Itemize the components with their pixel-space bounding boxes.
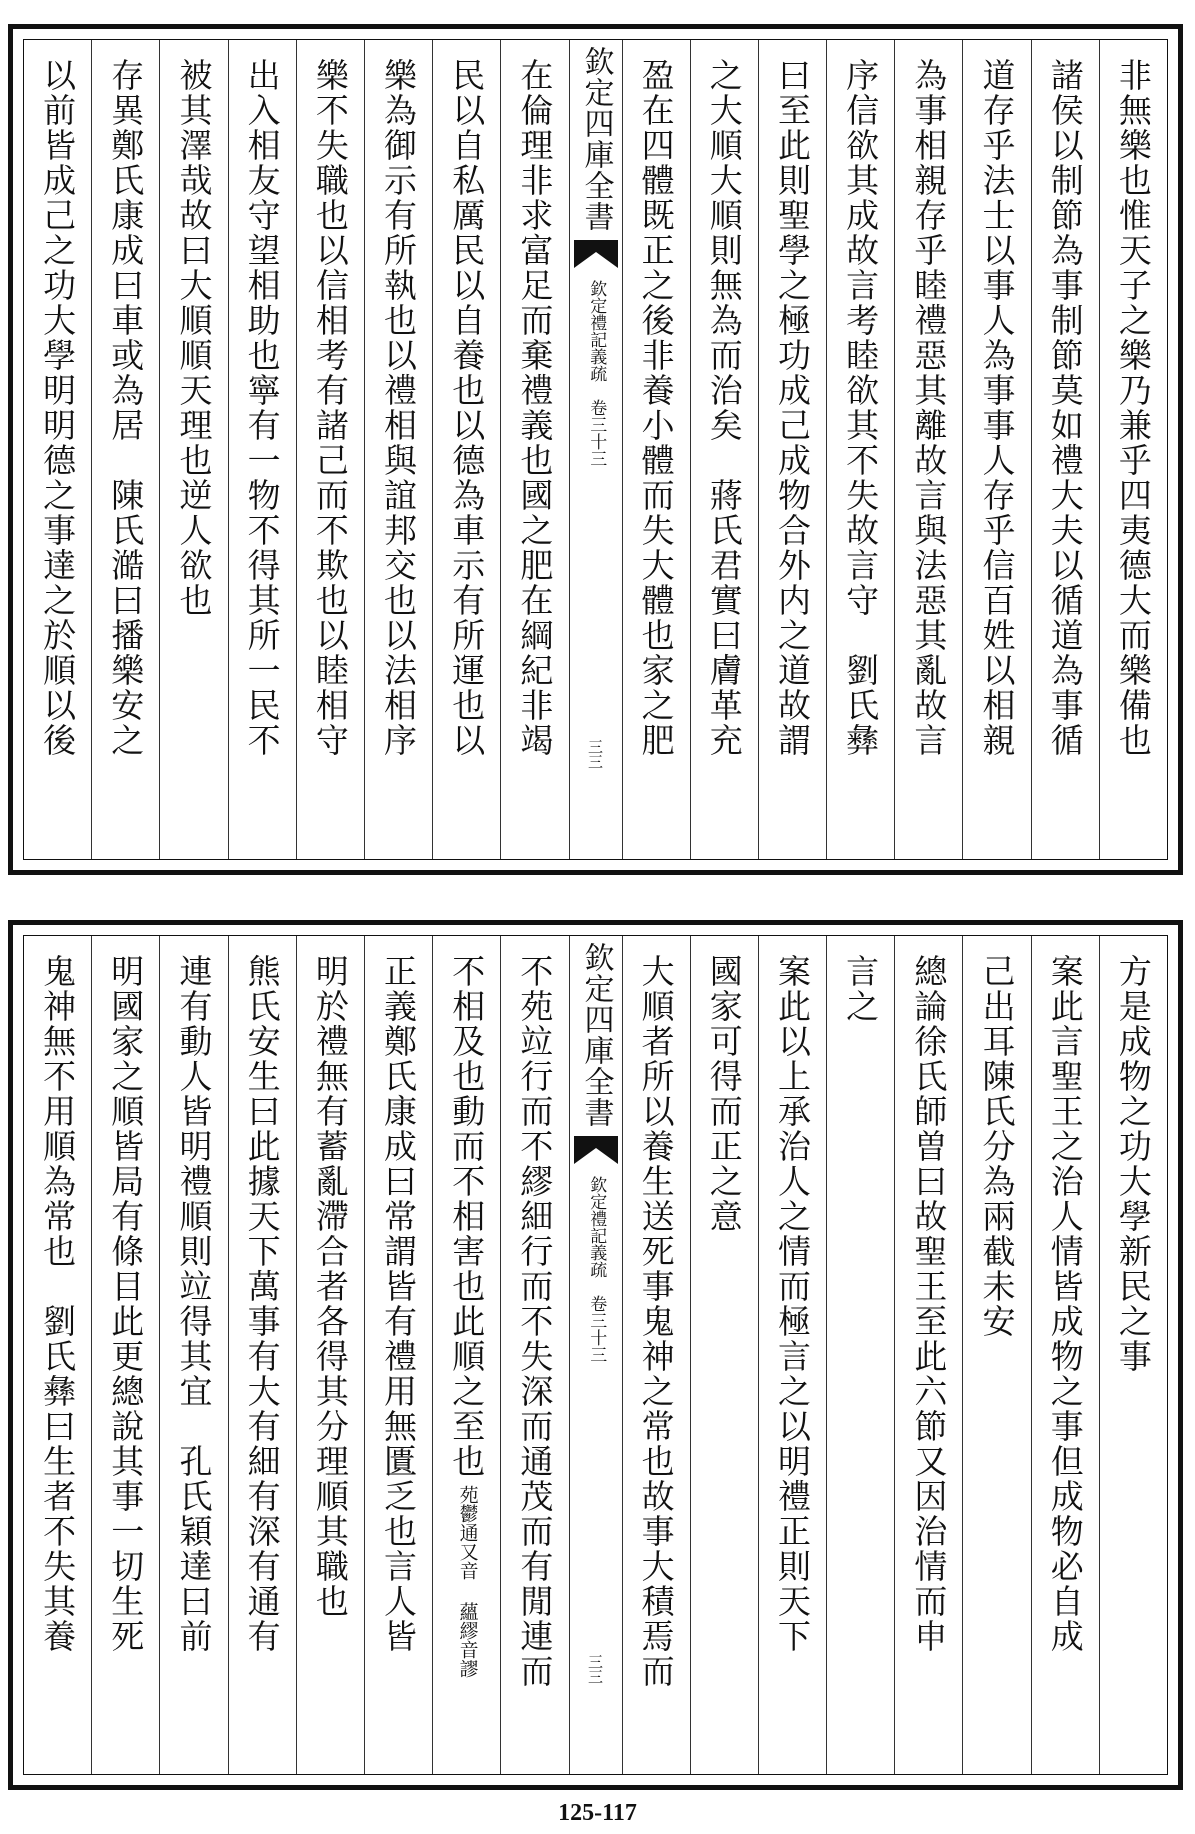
text-column xyxy=(690,40,758,859)
volume-label: 欽定禮記義疏 卷三十三 xyxy=(586,1176,607,1363)
fishtail-mark-icon xyxy=(574,240,618,268)
column-text: 明國家之順皆局有條目此更總說其事一切生死 xyxy=(106,954,146,1654)
fishtail-mark-icon xyxy=(574,1136,618,1164)
book-title: 欽定四庫全書 xyxy=(578,942,614,1128)
column-text: 熊氏安生曰此據天下萬事有大有細有深有通有 xyxy=(242,954,282,1654)
column-text: 言之 xyxy=(841,954,881,1024)
text-column xyxy=(894,936,962,1774)
center-fold xyxy=(569,936,622,1774)
text-column xyxy=(690,936,758,1774)
column-text: 大順者所以養生送死事鬼神之常也故事大積焉而 xyxy=(636,954,676,1689)
text-column xyxy=(962,936,1030,1774)
column-text: 序信欲其成故言考睦欲其不失故言守 劉氏彝 xyxy=(841,58,881,758)
text-column xyxy=(228,40,296,859)
column-text: 不相及也動而不相害也此順之至也 xyxy=(447,954,487,1479)
column-text: 出入相友守望相助也寧有一物不得其所一民不 xyxy=(242,58,282,758)
column-text: 樂不失職也以信相考有諸己而不欺也以睦相守 xyxy=(310,58,350,758)
bottom-page xyxy=(8,920,1183,1790)
text-column xyxy=(1031,40,1099,859)
column-text: 之大順大順則無為而治矣 蔣氏君實曰膚革充 xyxy=(704,58,744,758)
text-column xyxy=(296,40,364,859)
column-text: 方是成物之功大學新民之事 xyxy=(1113,954,1153,1374)
text-column xyxy=(296,936,364,1774)
text-column xyxy=(432,40,500,859)
text-column xyxy=(364,936,432,1774)
leaf-number: 三三 xyxy=(586,1654,604,1684)
column-text: 非無樂也惟天子之樂乃兼乎四夷德大而樂備也 xyxy=(1113,58,1153,758)
text-column xyxy=(91,936,159,1774)
volume-label: 欽定禮記義疏 卷三十三 xyxy=(586,280,607,467)
column-text: 以前皆成己之功大學明明德之事達之於順以後 xyxy=(38,58,78,758)
text-column xyxy=(622,40,690,859)
text-column xyxy=(91,40,159,859)
page-number-footer: 125-117 xyxy=(558,1800,637,1826)
column-text: 正義鄭氏康成曰常謂皆有禮用無匱乏也言人皆 xyxy=(379,954,419,1654)
text-column xyxy=(962,40,1030,859)
column-text: 被其澤哉故曰大順順天理也逆人欲也 xyxy=(174,58,214,618)
text-column xyxy=(432,936,500,1774)
column-text: 樂為御示有所執也以禮相與誼邦交也以法相序 xyxy=(379,58,419,758)
text-column xyxy=(500,936,568,1774)
column-text: 民以自私厲民以自養也以德為車示有所運也以 xyxy=(447,58,487,758)
center-fold xyxy=(569,40,622,859)
column-text: 總論徐氏師曽曰故聖王至此六節又因治情而申 xyxy=(909,954,949,1654)
column-text: 國家可得而正之意 xyxy=(704,954,744,1234)
text-column xyxy=(24,936,91,1774)
text-column xyxy=(826,40,894,859)
text-column xyxy=(826,936,894,1774)
column-text: 明於禮無有蓄亂滯合者各得其分理順其職也 xyxy=(310,954,350,1619)
column-text: 曰至此則聖學之極功成己成物合外内之道故謂 xyxy=(772,58,812,758)
leaf-number: 三三 xyxy=(586,739,604,769)
column-text: 連有動人皆明禮順則竝得其宜 孔氏穎達曰前 xyxy=(174,954,214,1654)
top-page xyxy=(8,24,1183,875)
column-text: 在倫理非求富足而棄禮義也國之肥在綱紀非竭 xyxy=(515,58,555,758)
column-text: 鬼神無不用順為常也 劉氏彝曰生者不失其養 xyxy=(38,954,78,1654)
text-column xyxy=(159,40,227,859)
column-text: 為事相親存乎睦禮惡其離故言與法惡其亂故言 xyxy=(909,58,949,758)
book-title: 欽定四庫全書 xyxy=(578,46,614,232)
text-column xyxy=(1099,40,1167,859)
column-text: 諸侯以制節為事制節莫如禮大夫以循道為事循 xyxy=(1045,58,1085,758)
text-column xyxy=(159,936,227,1774)
text-column xyxy=(228,936,296,1774)
annotation-note: 苑鬱通又音 蘊繆音謬 xyxy=(456,1485,479,1678)
text-column xyxy=(1031,936,1099,1774)
column-text: 道存乎法士以事人為事事人存乎信百姓以相親 xyxy=(977,58,1017,758)
column-text: 己出耳陳氏分為兩截未安 xyxy=(977,954,1017,1339)
text-column xyxy=(364,40,432,859)
text-column xyxy=(894,40,962,859)
column-text: 案此以上承治人之情而極言之以明禮正則天下 xyxy=(772,954,812,1654)
text-column xyxy=(758,40,826,859)
text-column xyxy=(758,936,826,1774)
bottom-page-columns xyxy=(23,935,1168,1775)
text-column xyxy=(622,936,690,1774)
text-column xyxy=(1099,936,1167,1774)
column-text: 不苑竝行而不繆細行而不失深而通茂而有閒連而 xyxy=(515,954,555,1689)
top-page-columns xyxy=(23,39,1168,860)
text-column xyxy=(24,40,91,859)
column-text: 存異鄭氏康成曰車或為居 陳氏澔曰播樂安之 xyxy=(106,58,146,758)
text-column xyxy=(500,40,568,859)
column-text: 案此言聖王之治人情皆成物之事但成物必自成 xyxy=(1045,954,1085,1654)
column-text: 盈在四體既正之後非養小體而失大體也家之肥 xyxy=(636,58,676,758)
